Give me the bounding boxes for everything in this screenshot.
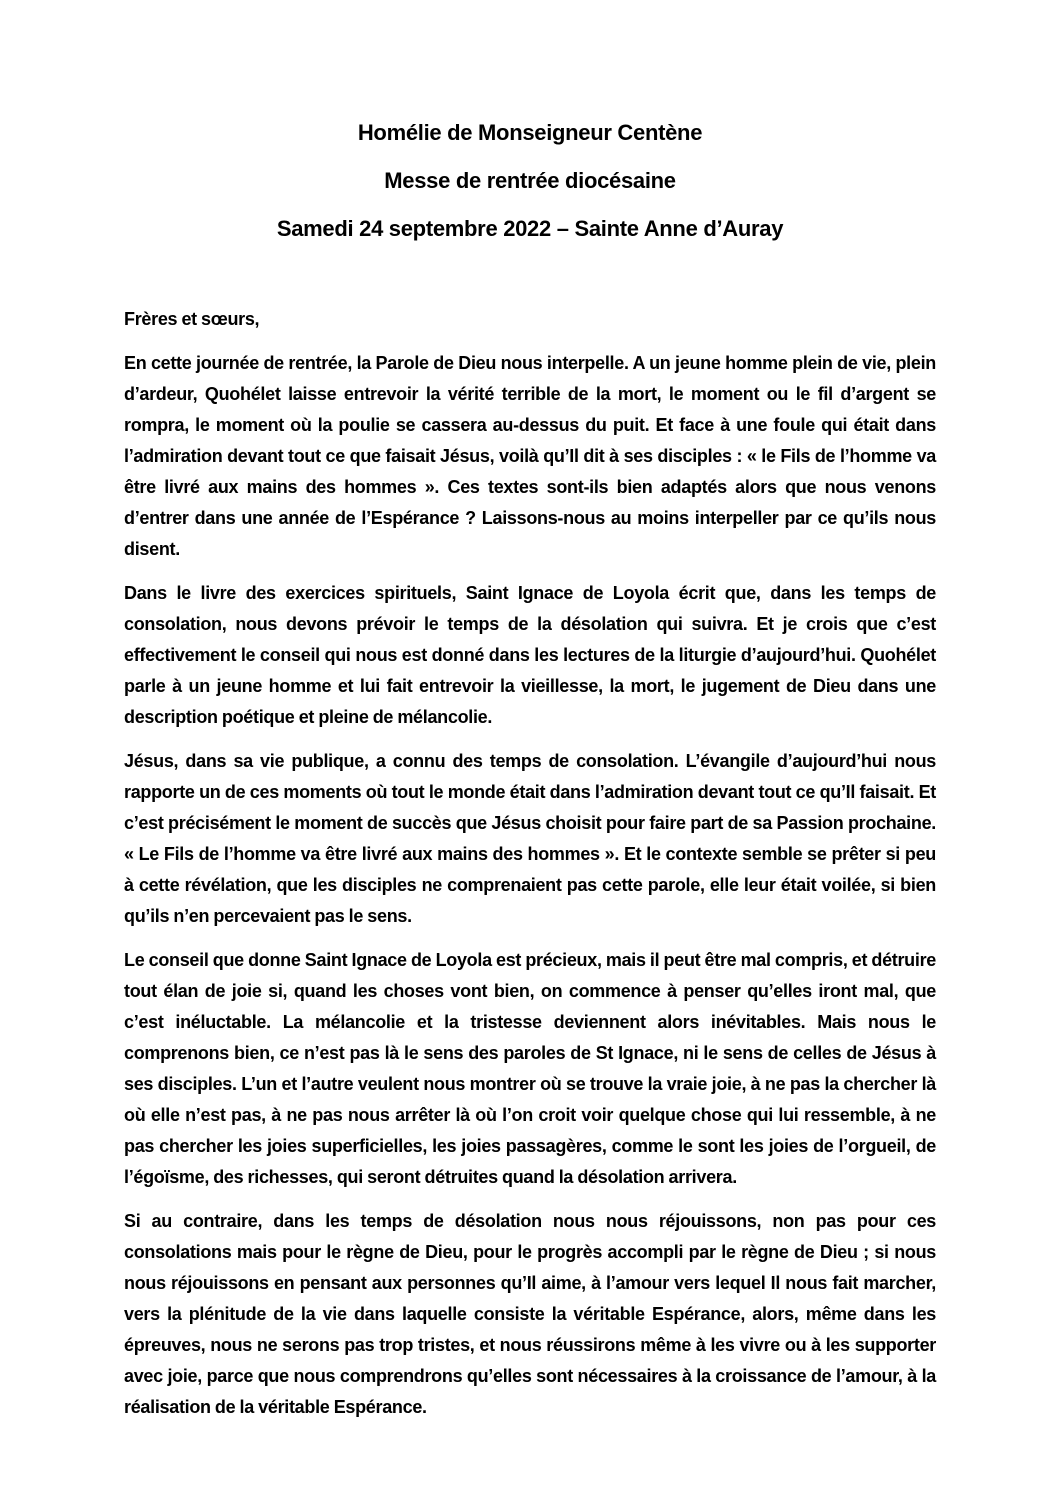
document-date-line: Samedi 24 septembre 2022 – Sainte Anne d’Auray — [276, 216, 784, 241]
paragraph-saint-ignace: Dans le livre des exercices spirituels, Saint Ignace de Loyola écrit que, dans les temps de consolation, nous devons prévoir le temps de la désolation qui suivra. Et je crois que c’est effectivement le conseil qui nous est donné dans les lectures de la liturgie d’aujourd’hui. Quohélet parle à un jeune homme et lui fait entrevoir la vieillesse, la mort, le jugement de Dieu dans une description poétique et pleine de mélancolie. — [124, 583, 936, 727]
salutation: Frères et sœurs, — [124, 309, 260, 329]
document-subtitle: Messe de rentrée diocésaine — [384, 168, 676, 193]
paragraph-intro: En cette journée de rentrée, la Parole de Dieu nous interpelle. A un jeune homme plein de vie, plein d’ardeur, Quohélet laisse entrevoir la vérité terrible de la mort, le moment ou le fil d’argent se rompra, le moment où la poulie se cassera au-dessus du puit. Et face à une foule qui était dans l’admiration devant tout ce que faisait Jésus, voilà qu’Il dit à ses disciples : « le Fils de l’homme va être livré aux mains des hommes ». Ces textes sont-ils bien adaptés alors que nous venons d’entrer dans une année de l’Espérance ? Laissons-nous au moins interpeller par ce qu’ils nous disent. — [124, 353, 936, 559]
paragraph-si-au-contraire: Si au contraire, dans les temps de désolation nous nous réjouissons, non pas pour ces consolations mais pour le règne de Dieu, pour le progrès accompli par le règne de Dieu ; si nous nous réjouissons en pensant aux personnes qu’Il aime, à l’amour vers lequel Il nous fait marcher, vers la plénitude de la vie dans laquelle consiste la véritable Espérance, alors, même dans les épreuves, nous ne serons pas trop tristes, et nous réussirons même à les vivre ou à les supporter avec joie, parce que nous comprendrons qu’elles sont nécessaires à la croissance de l’amour, à la réalisation de la véritable Espérance. — [124, 1211, 936, 1417]
paragraph-conseil-precieux: Le conseil que donne Saint Ignace de Loyola est précieux, mais il peut être mal compris, et détruire tout élan de joie si, quand les choses vont bien, on commence à penser qu’elles iront mal, que c’est inéluctable. La mélancolie et la tristesse deviennent alors inévitables. Mais nous le comprenons bien, ce n’est pas là le sens des paroles de St Ignace, ni le sens de celles de Jésus à ses disciples. L’un et l’autre veulent nous montrer où se trouve la vraie joie, à ne pas la chercher là où elle n’est pas, à ne pas nous arrêter là où l’on croit voir quelque chose qui lui ressemble, à ne pas chercher les joies superficielles, les joies passagères, comme le sont les joies de l’orgueil, de l’égoïsme, des richesses, qui seront détruites quand la désolation arrivera. — [124, 950, 936, 1187]
paragraph-jesus-vie-publique: Jésus, dans sa vie publique, a connu des temps de consolation. L’évangile d’aujourd’hui nous rapporte un de ces moments où tout le monde était dans l’admiration devant tout ce qu’Il faisait. Et c’est précisément le moment de succès que Jésus choisit pour faire part de sa Passion prochaine. « Le Fils de l’homme va être livré aux mains des hommes ». Et le contexte semble se prêter si peu à cette révélation, que les disciples ne comprenaient pas cette parole, elle leur était voilée, si bien qu’ils n’en percevaient pas le sens. — [124, 751, 936, 926]
document-title: Homélie de Monseigneur Centène — [357, 120, 703, 145]
